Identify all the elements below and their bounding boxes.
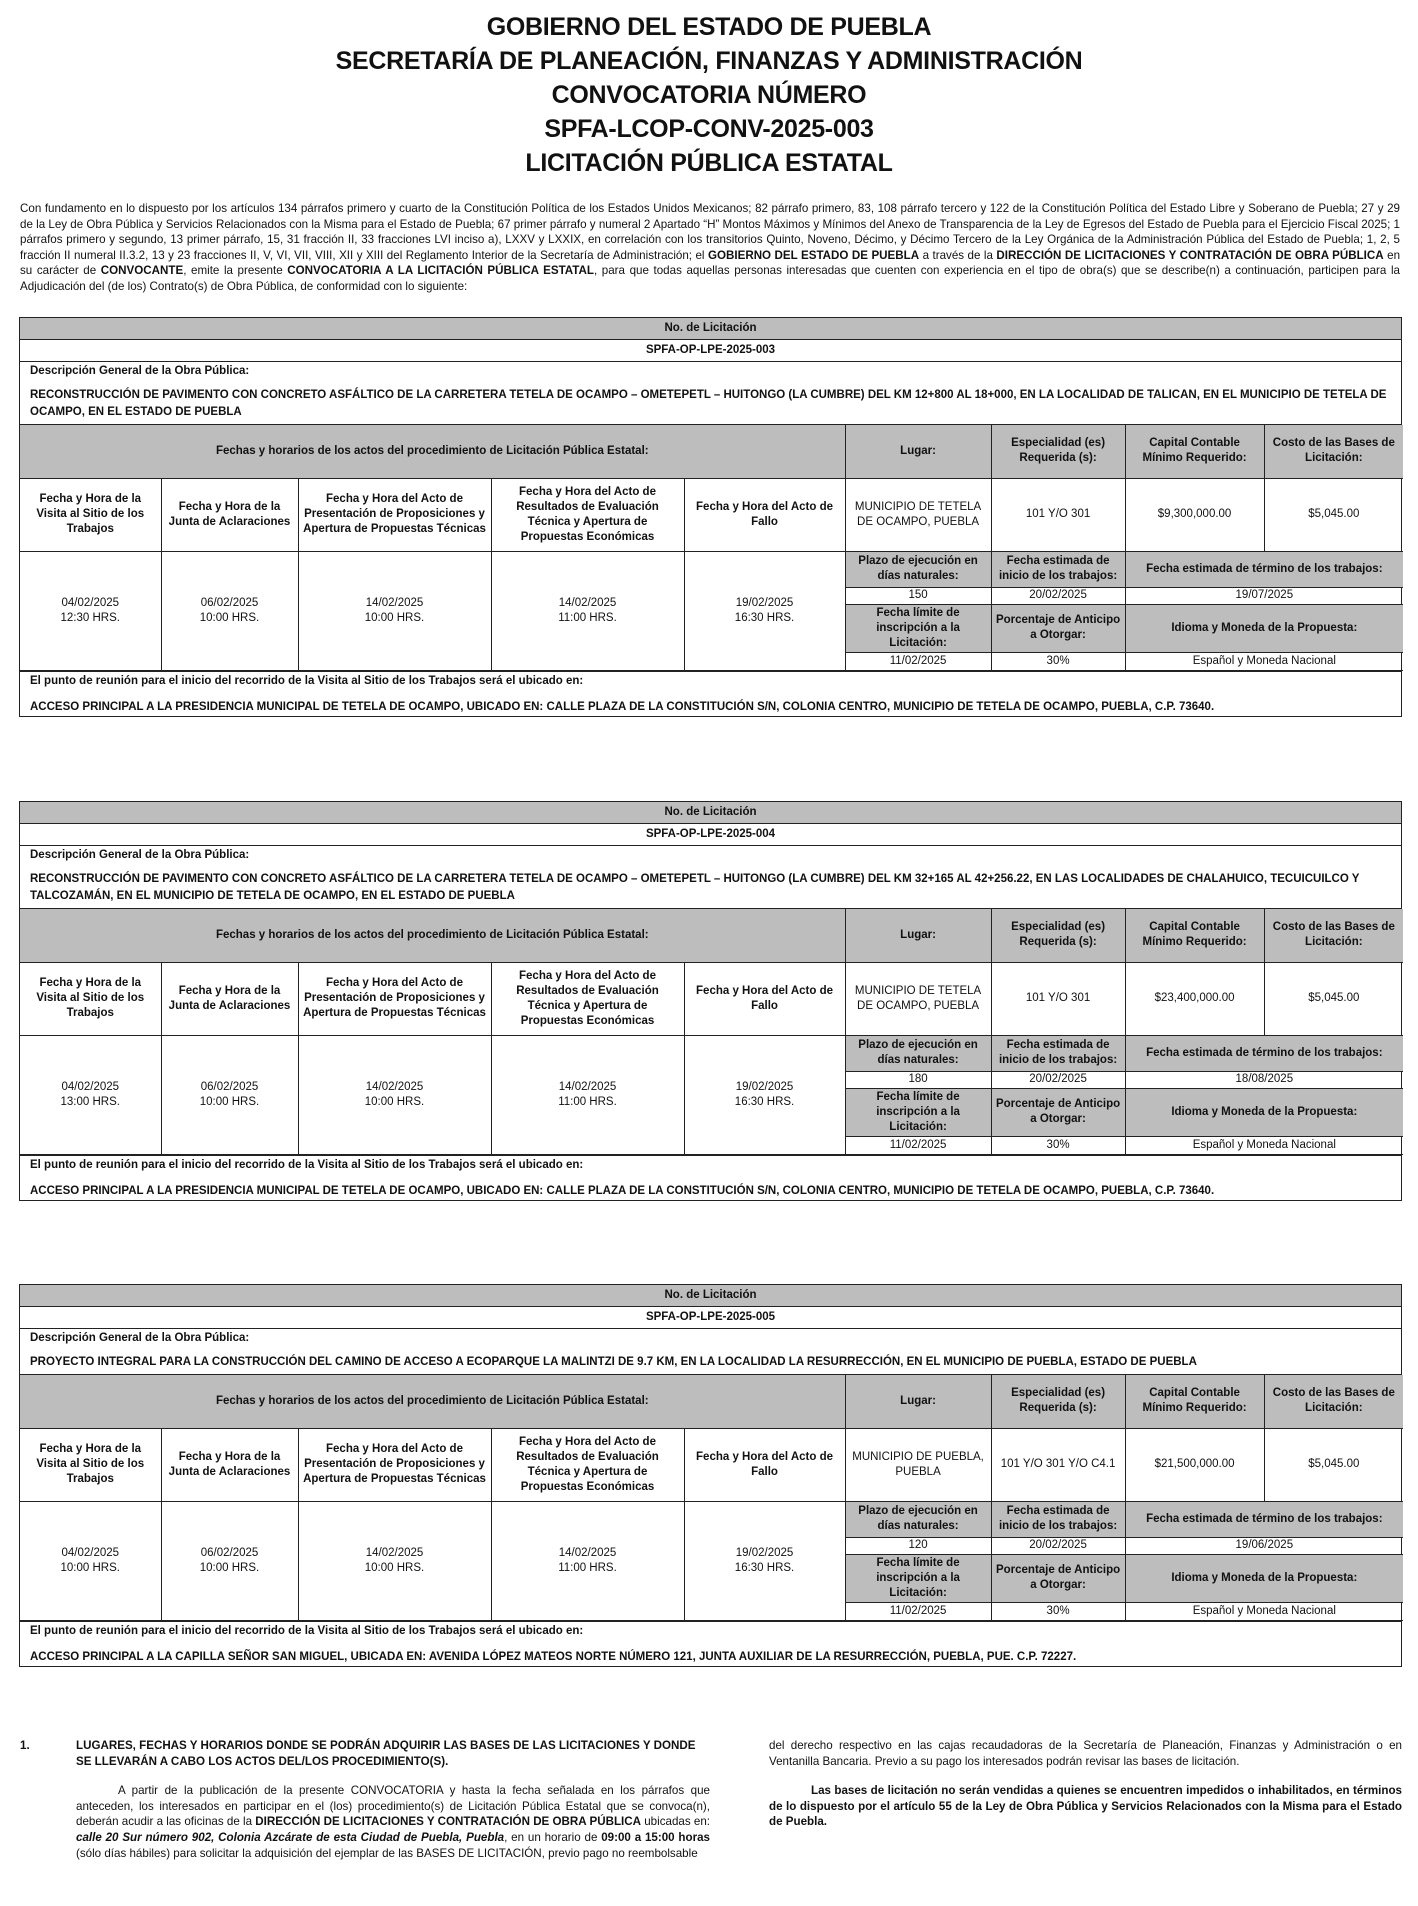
plazo-header: Plazo de ejecución en días naturales:: [845, 1035, 991, 1071]
licitacion-block: [19, 801, 1402, 1201]
descripcion-label: Descripción General de la Obra Pública:: [30, 365, 250, 377]
para-text: A partir de la publicación de la presente CONVOCATORIA y hasta la fecha señalada en los párrafos que anteceden, los interesados en participar en el (los) procedimiento(s) de Licitación Pública Estatal que se convoca(n), deberán acudir a las oficinas de la: [76, 1784, 710, 1829]
lugar-value: MUNICIPIO DE TETELA DE OCAMPO, PUEBLA: [845, 962, 991, 1035]
lugar-value: MUNICIPIO DE TETELA DE OCAMPO, PUEBLA: [845, 478, 991, 551]
especialidad-value: 101 Y/O 301: [991, 962, 1125, 1035]
plazo-value: 120: [845, 1537, 991, 1554]
anticipo-header: Porcentaje de Anticipo a Otorgar:: [991, 1088, 1125, 1136]
lugar-header: Lugar:: [845, 909, 991, 962]
visita-value: 04/02/2025 13:00 HRS.: [20, 1035, 161, 1154]
costo-header: Costo de las Bases de Licitación:: [1264, 425, 1403, 478]
limite-header: Fecha límite de inscripción a la Licitación:: [845, 1088, 991, 1136]
descripcion-section: [20, 1329, 1401, 1375]
anticipo-value: 30%: [991, 652, 1125, 670]
para-text: , en un horario de: [504, 1830, 602, 1844]
intro-text: , emite la presente: [183, 264, 288, 278]
fechas-header: Fechas y horarios de los actos del procedimiento de Licitación Pública Estatal:: [20, 1375, 845, 1428]
limite-value: 11/02/2025: [845, 1136, 991, 1154]
intro-text: Con fundamento en lo dispuesto por los artículos 134 párrafos primero y cuarto de la Constitución Política de los Estados Unidos Mexicanos; 82 párrafo primero, 83, 108 párrafo tercero y 122 de la Constitución Política del Estado Libre y Soberano de Puebla; 27 y 29 de la Ley de Obra Pública y Servicios Relacionados con la Misma para el Estado de Puebla; 67 primer párrafo y numeral 2 Apartado “H” Montos Máximos y Mínimos del Anexo de Transparencia de la Ley de Egresos del Estado de Puebla para el Ejercicio Fiscal 2025; 1 párrafos primero y segundo, 13 primer párrafo, 15, 31 fracción II, 33 fracciones LVI inciso a), LXXV y LXXIX, en correlación con los transitorios Quinto, Noveno, Décimo, y Décimo Tercero de la Ley Orgánica de la Administración Pública del Estado de Puebla; 1, 2, 5 fracción II numeral II.3.2, 13 y 23 fracciones II, V, VI, VII, VIII, XII y XIII del Reglamento Interior de la Secretaría de Administración; el: [20, 202, 1400, 262]
especialidad-value: 101 Y/O 301: [991, 478, 1125, 551]
document-title: [0, 10, 1418, 180]
punto-reunion-address: ACCESO PRINCIPAL A LA PRESIDENCIA MUNICIPAL DE TETELA DE OCAMPO, UBICADO EN: CALLE PLAZA DE LA CONSTITUCIÓN S/N, COLONIA CENTRO, MUNICIPIO DE TETELA DE OCAMPO, PUEBLA, C.P. 73640.: [30, 1184, 1215, 1197]
plazo-header: Plazo de ejecución en días naturales:: [845, 1501, 991, 1537]
fallo-header: Fecha y Hora del Acto de Fallo: [684, 478, 845, 551]
resultados-header: Fecha y Hora del Acto de Resultados de Evaluación Técnica y Apertura de Propuestas Económicas: [491, 962, 684, 1035]
fallo-value: 19/02/2025 16:30 HRS.: [684, 1035, 845, 1154]
inicio-value: 20/02/2025: [991, 1537, 1125, 1554]
licitacion-number: SPFA-OP-LPE-2025-005: [20, 1307, 1401, 1329]
presentacion-value: 14/02/2025 10:00 HRS.: [298, 551, 491, 670]
punto-reunion-label: El punto de reunión para el inicio del recorrido de la Visita al Sitio de los Trabajos será el ubicado en:: [30, 674, 584, 687]
capital-value: $21,500,000.00: [1125, 1428, 1264, 1501]
visita-header: Fecha y Hora de la Visita al Sitio de los Trabajos: [20, 1428, 161, 1501]
capital-header: Capital Contable Mínimo Requerido:: [1125, 425, 1264, 478]
especialidad-header: Especialidad (es) Requerida (s):: [991, 909, 1125, 962]
idioma-header: Idioma y Moneda de la Propuesta:: [1125, 1554, 1403, 1602]
resultados-value: 14/02/2025 11:00 HRS.: [491, 551, 684, 670]
presentacion-value: 14/02/2025 10:00 HRS.: [298, 1501, 491, 1620]
visita-header: Fecha y Hora de la Visita al Sitio de los Trabajos: [20, 962, 161, 1035]
punto-reunion-address: ACCESO PRINCIPAL A LA CAPILLA SEÑOR SAN MIGUEL, UBICADA EN: AVENIDA LÓPEZ MATEOS NORTE NÚMERO 121, JUNTA AUXILIAR DE LA RESURRECCIÓN, PUEBLA, PUE. C.P. 72227.: [30, 1650, 1077, 1663]
especialidad-header: Especialidad (es) Requerida (s):: [991, 425, 1125, 478]
section-title: LUGARES, FECHAS Y HORARIOS DONDE SE PODRÁN ADQUIRIR LAS BASES DE LAS LICITACIONES Y DONDE SE LLEVARÁN A CABO LOS ACTOS DEL/LOS PROCEDIMIENTO(S).: [76, 1739, 696, 1768]
idioma-header: Idioma y Moneda de la Propuesta:: [1125, 1088, 1403, 1136]
resultados-value: 14/02/2025 11:00 HRS.: [491, 1501, 684, 1620]
termino-header: Fecha estimada de término de los trabajos:: [1125, 1035, 1403, 1071]
idioma-value: Español y Moneda Nacional: [1125, 1602, 1403, 1620]
punto-reunion-section: [20, 1621, 1401, 1666]
title-line-5: LICITACIÓN PÚBLICA ESTATAL: [525, 149, 893, 177]
especialidad-header: Especialidad (es) Requerida (s):: [991, 1375, 1125, 1428]
visita-header: Fecha y Hora de la Visita al Sitio de los Trabajos: [20, 478, 161, 551]
fechas-header: Fechas y horarios de los actos del procedimiento de Licitación Pública Estatal:: [20, 909, 845, 962]
punto-reunion-section: [20, 1155, 1401, 1200]
intro-text: , para que todas aquellas personas interesadas que cuenten con experiencia en el tipo de obra(s) que se describe(n) a continuación, participen para la Adjudicación del (de los) Contrato(s) de Obra Pública, de conformidad con lo siguiente:: [20, 264, 1400, 293]
lugar-header: Lugar:: [845, 1375, 991, 1428]
licitacion-table: [20, 425, 1403, 671]
inicio-value: 20/02/2025: [991, 587, 1125, 604]
intro-paragraph: [20, 201, 1400, 295]
plazo-value: 180: [845, 1071, 991, 1088]
intro-text: en su carácter de: [20, 248, 1401, 278]
termino-header: Fecha estimada de término de los trabajos:: [1125, 1501, 1403, 1537]
section-paragraph: del derecho respectivo en las cajas recaudadoras de la Secretaría de Planeación, Finanzas y Administración o en Ventanilla Bancaria. Previo a su pago los interesados podrán revisar las bases de licitación.: [769, 1739, 1402, 1768]
termino-header: Fecha estimada de término de los trabajos:: [1125, 551, 1403, 587]
intro-text: a través de la: [919, 248, 997, 262]
title-line-4: SPFA-LCOP-CONV-2025-003: [544, 115, 874, 143]
section-1-right-column: [769, 1738, 1402, 1830]
punto-reunion-address: ACCESO PRINCIPAL A LA PRESIDENCIA MUNICIPAL DE TETELA DE OCAMPO, UBICADO EN: CALLE PLAZA DE LA CONSTITUCIÓN S/N, COLONIA CENTRO, MUNICIPIO DE TETELA DE OCAMPO, PUEBLA, C.P. 73640.: [30, 700, 1215, 713]
licitacion-block: [19, 317, 1402, 717]
inicio-header: Fecha estimada de inicio de los trabajos:: [991, 1501, 1125, 1537]
resultados-header: Fecha y Hora del Acto de Resultados de Evaluación Técnica y Apertura de Propuestas Económicas: [491, 1428, 684, 1501]
title-line-2: SECRETARÍA DE PLANEACIÓN, FINANZAS Y ADMINISTRACIÓN: [335, 47, 1083, 75]
visita-value: 04/02/2025 12:30 HRS.: [20, 551, 161, 670]
resultados-header: Fecha y Hora del Acto de Resultados de Evaluación Técnica y Apertura de Propuestas Económicas: [491, 478, 684, 551]
punto-reunion-section: [20, 671, 1401, 716]
punto-reunion-label: El punto de reunión para el inicio del recorrido de la Visita al Sitio de los Trabajos será el ubicado en:: [30, 1624, 584, 1637]
licitacion-table: [20, 1375, 1403, 1621]
limite-value: 11/02/2025: [845, 1602, 991, 1620]
costo-value: $5,045.00: [1264, 1428, 1403, 1501]
para-address: calle 20 Sur número 902, Colonia Azcárate de esta Ciudad de Puebla, Puebla: [76, 1830, 505, 1844]
lugar-value: MUNICIPIO DE PUEBLA, PUEBLA: [845, 1428, 991, 1501]
fallo-header: Fecha y Hora del Acto de Fallo: [684, 962, 845, 1035]
resultados-value: 14/02/2025 11:00 HRS.: [491, 1035, 684, 1154]
presentacion-header: Fecha y Hora del Acto de Presentación de Proposiciones y Apertura de Propuestas Técnicas: [298, 478, 491, 551]
licitacion-number: SPFA-OP-LPE-2025-003: [20, 340, 1401, 362]
para-bold: DIRECCIÓN DE LICITACIONES Y CONTRATACIÓN DE OBRA PÚBLICA: [255, 1815, 641, 1829]
title-line-3: CONVOCATORIA NÚMERO: [551, 81, 867, 109]
fechas-header: Fechas y horarios de los actos del procedimiento de Licitación Pública Estatal:: [20, 425, 845, 478]
plazo-header: Plazo de ejecución en días naturales:: [845, 551, 991, 587]
section-paragraph-bold: Las bases de licitación no serán vendidas a quienes se encuentren impedidos o inhabilitados, en términos de lo dispuesto por el artículo 55 de la Ley de Obra Pública y Servicios Relacionados con la Misma para el Estado de Puebla.: [769, 1784, 1402, 1829]
costo-header: Costo de las Bases de Licitación:: [1264, 909, 1403, 962]
termino-value: 19/06/2025: [1125, 1537, 1403, 1554]
presentacion-header: Fecha y Hora del Acto de Presentación de Proposiciones y Apertura de Propuestas Técnicas: [298, 962, 491, 1035]
junta-header: Fecha y Hora de la Junta de Aclaraciones: [161, 962, 298, 1035]
fallo-value: 19/02/2025 16:30 HRS.: [684, 1501, 845, 1620]
termino-value: 18/08/2025: [1125, 1071, 1403, 1088]
idioma-header: Idioma y Moneda de la Propuesta:: [1125, 604, 1403, 652]
inicio-value: 20/02/2025: [991, 1071, 1125, 1088]
descripcion-label: Descripción General de la Obra Pública:: [30, 1332, 250, 1344]
junta-header: Fecha y Hora de la Junta de Aclaraciones: [161, 1428, 298, 1501]
costo-value: $5,045.00: [1264, 478, 1403, 551]
capital-value: $23,400,000.00: [1125, 962, 1264, 1035]
presentacion-value: 14/02/2025 10:00 HRS.: [298, 1035, 491, 1154]
idioma-value: Español y Moneda Nacional: [1125, 652, 1403, 670]
licitacion-block: [19, 1284, 1402, 1667]
no-licitacion-label: No. de Licitación: [20, 318, 1401, 340]
intro-bold: CONVOCATORIA A LA LICITACIÓN PÚBLICA ESTATAL: [287, 264, 594, 278]
para-bold: 09:00 a 15:00 horas: [601, 1830, 710, 1844]
descripcion-text: RECONSTRUCCIÓN DE PAVIMENTO CON CONCRETO ASFÁLTICO DE LA CARRETERA TETELA DE OCAMPO – OMETEPETL – HUITONGO (LA CUMBRE) DEL KM 12+800 AL 18+000, EN LA LOCALIDAD DE TALICAN, EN EL MUNICIPIO DE TETELA DE OCAMPO, EN EL ESTADO DE PUEBLA: [30, 389, 1387, 418]
lugar-header: Lugar:: [845, 425, 991, 478]
section-paragraph: [76, 1783, 710, 1861]
limite-header: Fecha límite de inscripción a la Licitación:: [845, 604, 991, 652]
especialidad-value: 101 Y/O 301 Y/O C4.1: [991, 1428, 1125, 1501]
para-text: ubicadas en:: [641, 1815, 710, 1829]
licitacion-table: [20, 909, 1403, 1155]
section-1-left-column: [20, 1738, 710, 1861]
licitacion-number: SPFA-OP-LPE-2025-004: [20, 824, 1401, 846]
limite-header: Fecha límite de inscripción a la Licitación:: [845, 1554, 991, 1602]
anticipo-header: Porcentaje de Anticipo a Otorgar:: [991, 604, 1125, 652]
idioma-value: Español y Moneda Nacional: [1125, 1136, 1403, 1154]
limite-value: 11/02/2025: [845, 652, 991, 670]
plazo-value: 150: [845, 587, 991, 604]
junta-value: 06/02/2025 10:00 HRS.: [161, 1035, 298, 1154]
descripcion-section: [20, 362, 1401, 425]
anticipo-header: Porcentaje de Anticipo a Otorgar:: [991, 1554, 1125, 1602]
anticipo-value: 30%: [991, 1602, 1125, 1620]
intro-bold: GOBIERNO DEL ESTADO DE PUEBLA: [707, 248, 920, 262]
capital-header: Capital Contable Mínimo Requerido:: [1125, 909, 1264, 962]
capital-header: Capital Contable Mínimo Requerido:: [1125, 1375, 1264, 1428]
descripcion-section: [20, 846, 1401, 909]
intro-bold: DIRECCIÓN DE LICITACIONES Y CONTRATACIÓN DE OBRA PÚBLICA: [996, 248, 1384, 262]
costo-header: Costo de las Bases de Licitación:: [1264, 1375, 1403, 1428]
visita-value: 04/02/2025 10:00 HRS.: [20, 1501, 161, 1620]
para-text: (sólo días hábiles) para solicitar la adquisición del ejemplar de las BASES DE LICITACIÓN, previo pago no reembolsable: [76, 1846, 698, 1860]
termino-value: 19/07/2025: [1125, 587, 1403, 604]
inicio-header: Fecha estimada de inicio de los trabajos:: [991, 1035, 1125, 1071]
capital-value: $9,300,000.00: [1125, 478, 1264, 551]
descripcion-text: PROYECTO INTEGRAL PARA LA CONSTRUCCIÓN DEL CAMINO DE ACCESO A ECOPARQUE LA MALINTZI DE 9.7 KM, EN LA LOCALIDAD LA RESURRECCIÓN, EN EL MUNICIPIO DE PUEBLA, ESTADO DE PUEBLA: [30, 1356, 1197, 1368]
junta-header: Fecha y Hora de la Junta de Aclaraciones: [161, 478, 298, 551]
section-number: 1.: [20, 1739, 30, 1752]
costo-value: $5,045.00: [1264, 962, 1403, 1035]
punto-reunion-label: El punto de reunión para el inicio del recorrido de la Visita al Sitio de los Trabajos será el ubicado en:: [30, 1158, 584, 1171]
title-line-1: GOBIERNO DEL ESTADO DE PUEBLA: [486, 13, 932, 41]
no-licitacion-label: No. de Licitación: [20, 1285, 1401, 1307]
anticipo-value: 30%: [991, 1136, 1125, 1154]
descripcion-text: RECONSTRUCCIÓN DE PAVIMENTO CON CONCRETO ASFÁLTICO DE LA CARRETERA TETELA DE OCAMPO – OMETEPETL – HUITONGO (LA CUMBRE) DEL KM 32+165 AL 42+256.22, EN LAS LOCALIDADES DE CHALAHUICO, TECUICUILCO Y TALCOZAMÁN, EN EL MUNICIPIO DE TETELA DE OCAMPO, EN EL ESTADO DE PUEBLA: [30, 873, 1360, 902]
inicio-header: Fecha estimada de inicio de los trabajos:: [991, 551, 1125, 587]
presentacion-header: Fecha y Hora del Acto de Presentación de Proposiciones y Apertura de Propuestas Técnicas: [298, 1428, 491, 1501]
junta-value: 06/02/2025 10:00 HRS.: [161, 1501, 298, 1620]
fallo-header: Fecha y Hora del Acto de Fallo: [684, 1428, 845, 1501]
descripcion-label: Descripción General de la Obra Pública:: [30, 849, 250, 861]
junta-value: 06/02/2025 10:00 HRS.: [161, 551, 298, 670]
fallo-value: 19/02/2025 16:30 HRS.: [684, 551, 845, 670]
intro-bold: CONVOCANTE: [100, 264, 184, 278]
no-licitacion-label: No. de Licitación: [20, 802, 1401, 824]
